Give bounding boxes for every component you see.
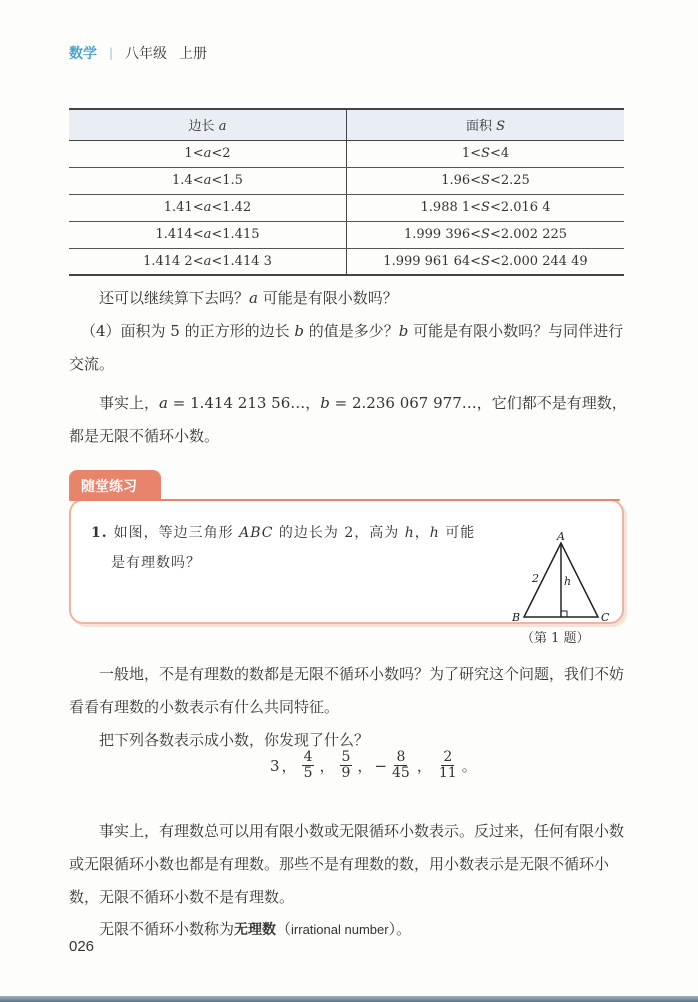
table-cell-area: 1<S<4 — [347, 140, 625, 167]
fraction: $\frac{4}{5}$ — [303, 749, 313, 781]
page-bottom-edge — [0, 996, 698, 1002]
svg-text:C: C — [601, 611, 610, 624]
grade-label: 八年级 — [125, 46, 168, 62]
table-row — [69, 167, 624, 194]
svg-text:2: 2 — [532, 572, 539, 585]
fraction: $\frac{8}{45}$ — [392, 749, 410, 781]
header-separator: | — [109, 46, 114, 60]
paragraph-fact-irrational: 事实上，a = 1.414 213 56…，b = 2.236 067 977…，它们都不是有理数，都是无限不循环小数。 — [69, 394, 627, 445]
table-cell-side: 1.4<a<1.5 — [69, 167, 347, 194]
figure-caption: （第 1 题） — [521, 631, 590, 646]
table-row — [69, 194, 624, 221]
paragraph-irrational-definition: 无限不循环小数称为无理数（irrational number）。 — [99, 920, 412, 938]
fraction-list: 3 ， $\frac{4}{5}$ ， $\frac{5}{9}$ ， − $\frac{8}{45}$ ， $\frac{2}{11}$ 。 — [270, 749, 477, 781]
table-cell-side: 1<a<2 — [69, 140, 347, 167]
paragraph-convert-prompt: 把下列各数表示成小数，你发现了什么？ — [99, 731, 370, 749]
fraction: $\frac{2}{11}$ — [438, 749, 457, 781]
table-cell-side: 1.414<a<1.415 — [69, 221, 347, 248]
column-header-side: 边长 a — [69, 109, 347, 140]
side-area-table — [69, 108, 624, 276]
table-cell-side: 1.414 2<a<1.414 3 — [69, 248, 347, 275]
table-cell-area: 1.96<S<2.25 — [347, 167, 625, 194]
svg-text:h: h — [564, 575, 572, 588]
volume-label: 上册 — [179, 46, 208, 62]
page-number: 026 — [69, 938, 95, 955]
table-row — [69, 140, 624, 167]
table-header-row — [69, 109, 624, 140]
paragraph-general-question: 一般地，不是有理数的数都是无限不循环小数吗？为了研究这个问题，我们不妨看看有理数的小数表示有什么共同特征。 — [69, 665, 625, 716]
paragraph-question-4: （4）面积为 5 的正方形的边长 b 的值是多少？b 可能是有限小数吗？与同伴进行交流。 — [69, 322, 624, 373]
paragraph-rational-fact: 事实上，有理数总可以用有限小数或无限循环小数表示。反过来，任何有限小数或无限循环小数也都是有理数。那些不是有理数的数，用小数表示是无限不循环小数，无限不循环小数不是有理数。 — [69, 822, 625, 906]
equilateral-triangle-icon — [506, 531, 616, 631]
table-cell-area: 1.999 396<S<2.002 225 — [347, 221, 625, 248]
svg-text:A: A — [557, 531, 565, 543]
page-header — [69, 43, 207, 63]
term-irrational: 无理数 — [234, 922, 277, 938]
table-row — [69, 221, 624, 248]
table-cell-area: 1.988 1<S<2.016 4 — [347, 194, 625, 221]
paragraph-continue-question: 还可以继续算下去吗？a 可能是有限小数吗？ — [99, 289, 398, 307]
in-class-exercise — [69, 470, 627, 646]
exercise-tab-label: 随堂练习 — [69, 470, 161, 500]
subject-label: 数学 — [69, 46, 97, 62]
fraction: $\frac{5}{9}$ — [341, 749, 351, 781]
column-header-area: 面积 S — [347, 109, 625, 140]
svg-text:B: B — [512, 611, 521, 624]
exercise-question-1: 1. 如图，等边三角形 ABC 的边长为 2，高为 h，h 可能 是有理数吗？ — [91, 525, 476, 571]
exercise-box — [69, 499, 624, 646]
table-cell-area: 1.999 961 64<S<2.000 244 49 — [347, 248, 625, 275]
triangle-figure — [506, 531, 616, 651]
table-cell-side: 1.41<a<1.42 — [69, 194, 347, 221]
table-row — [69, 248, 624, 275]
